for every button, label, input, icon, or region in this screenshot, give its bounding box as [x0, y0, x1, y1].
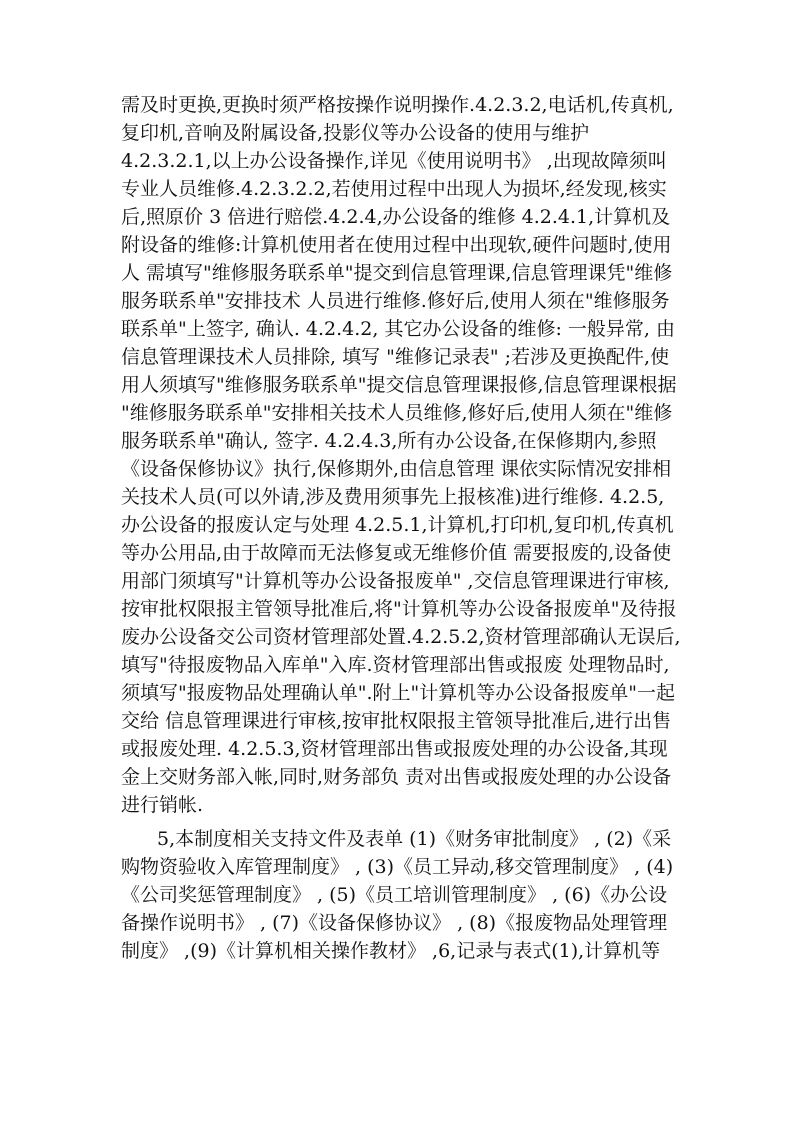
text-line: 服务联系单"确认, 签字. 4.2.4.3,所有办公设备,在保修期内,参照 [121, 430, 657, 452]
text-line: 须填写"报废物品处理确认单".附上"计算机等办公设备报废单"一起 [121, 682, 675, 704]
text-line: 复印机,音响及附属设备,投影仪等办公设备的使用与维护 [121, 122, 590, 144]
text-line: 进行销帐. [121, 794, 204, 816]
text-line: 填写"待报废物品入库单"入库.资材管理部出售或报废 处理物品时, [121, 654, 670, 676]
text-line: 等办公用品,由于故障而无法修复或无维修价值 需要报废的,设备使 [121, 542, 672, 564]
text-line: 信息管理课技术人员排除, 填写 "维修记录表" ;若涉及更换配件,使 [121, 346, 670, 368]
text-line: 金上交财务部入帐,同时,财务部负 责对出售或报废处理的办公设备 [121, 766, 672, 788]
document-body [121, 91, 687, 965]
paragraph-supporting-documents [121, 825, 687, 965]
text-line: 后,照原价 3 倍进行赔偿.4.2.4,办公设备的维修 4.2.4.1,计算机及 [121, 206, 671, 228]
text-line: 附设备的维修:计算机使用者在使用过程中出现软,硬件问题时,使用 [121, 234, 672, 256]
text-line: 需及时更换,更换时须严格按操作说明操作.4.2.3.2,电话机,传真机, [121, 94, 674, 116]
text-line: "维修服务联系单"安排相关技术人员维修,修好后,使用人须在"维修 [121, 402, 673, 424]
text-line: 购物资验收入库管理制度》 , (3)《员工异动,移交管理制度》 , (4) [121, 856, 674, 878]
text-line: 废办公设备交公司资材管理部处置.4.2.5.2,资材管理部确认无误后, [121, 626, 681, 648]
text-line: 4.2.3.2.1,以上办公设备操作,详见《使用说明书》 ,出现故障须叫 [121, 150, 667, 172]
text-line: 备操作说明书》 , (7)《设备保修协议》 , (8)《报废物品处理管理 [121, 912, 668, 934]
text-line: 用部门须填写"计算机等办公设备报废单" ,交信息管理课进行审核, [121, 570, 670, 592]
text-line: 专业人员维修.4.2.3.2.2,若使用过程中出现人为损坏,经发现,核实 [121, 178, 667, 200]
text-line: 人 需填写"维修服务联系单"提交到信息管理课,信息管理课凭"维修 [121, 262, 673, 284]
text-line: 或报废处理. 4.2.5.3,资材管理部出售或报废处理的办公设备,其现 [121, 738, 668, 760]
text-line: 5,本制度相关支持文件及表单 (1)《财务审批制度》 , (2)《采 [157, 828, 672, 850]
text-line: 制度》 ,(9)《计算机相关操作教材》 ,6,记录与表式(1),计算机等 [121, 940, 661, 962]
text-line: 用人须填写"维修服务联系单"提交信息管理课报修,信息管理课根据 [121, 374, 677, 396]
text-line: 联系单"上签字, 确认. 4.2.4.2, 其它办公设备的维修: 一般异常, 由 [121, 318, 675, 340]
text-line: 服务联系单"安排技术 人员进行维修.修好后,使用人须在"维修服务 [121, 290, 670, 312]
text-line: 按审批权限报主管领导批准后,将"计算机等办公设备报废单"及待报 [121, 598, 677, 620]
text-line: 交给 信息管理课进行审核,按审批权限报主管领导批准后,进行出售 [121, 710, 672, 732]
text-line: 办公设备的报废认定与处理 4.2.5.1,计算机,打印机,复印机,传真机 [121, 514, 674, 536]
text-line: 关技术人员(可以外请,涉及费用须事先上报核准)进行维修. 4.2.5, [121, 486, 665, 508]
paragraph-maintenance [121, 91, 687, 819]
text-line: 《设备保修协议》执行,保修期外,由信息管理 课依实际情况安排相 [121, 458, 672, 480]
text-line: 《公司奖惩管理制度》 , (5)《员工培训管理制度》 , (6)《办公设 [121, 884, 668, 906]
